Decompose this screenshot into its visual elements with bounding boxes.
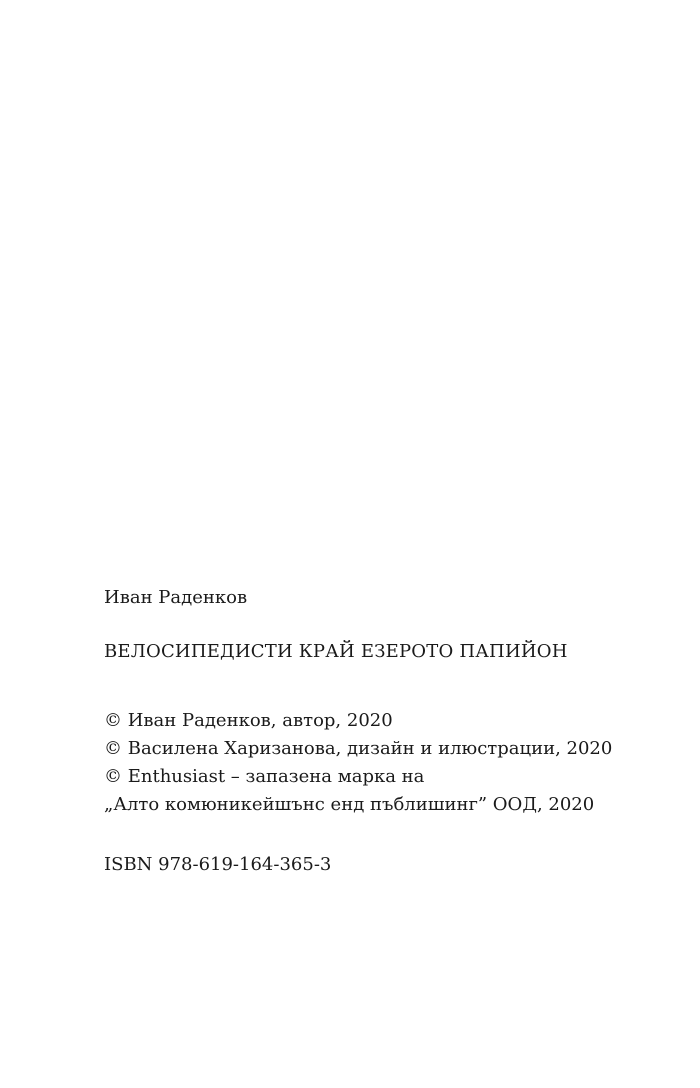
copyright-notices: [104, 707, 684, 819]
colophon-block: [104, 586, 684, 877]
isbn-number: ISBN 978-619-164-365-3: [104, 854, 332, 875]
book-title: ВЕЛОСИПЕДИСТИ КРАЙ ЕЗЕРОТО ПАПИЙОН: [104, 641, 568, 662]
copyright-author: © Иван Раденков, автор, 2020: [104, 710, 393, 731]
author-name: Иван Раденков: [104, 587, 248, 608]
copyright-illustrator: © Василена Харизанова, дизайн и илюстрации, 2020: [104, 738, 613, 759]
copyright-trademark: © Enthusiast – запазена марка на: [104, 766, 425, 787]
copyright-publisher: „Алто комюникейшънс енд пъблишинг” ООД, 2020: [104, 794, 595, 815]
